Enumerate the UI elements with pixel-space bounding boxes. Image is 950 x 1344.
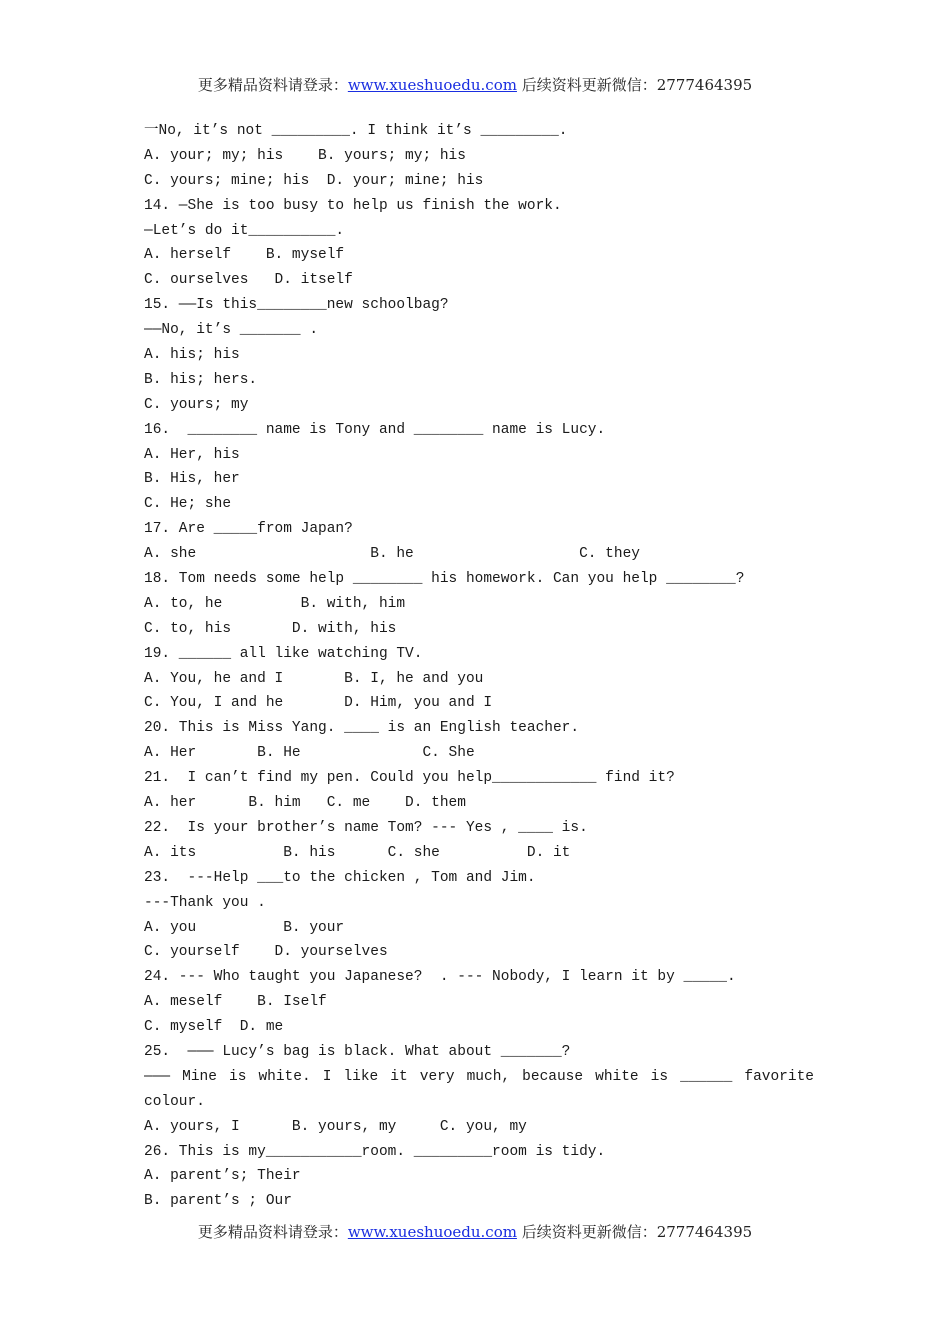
text-line: A. you B. your: [144, 919, 345, 936]
text-line: A. herself B. myself: [144, 247, 345, 264]
banner-link[interactable]: www.xueshuoedu.com: [347, 76, 517, 94]
text-line: A. parent’s; Their: [144, 1168, 301, 1185]
question-24: 24. --- Who taught you Japanese? . --- Nobody, I learn it by _____.: [144, 969, 736, 986]
footer-banner: [0, 1221, 950, 1242]
question-18: 18. Tom needs some help ________ his homework. Can you help ________?: [144, 571, 745, 588]
question-15: 15. ——Is this________new schoolbag?: [144, 297, 449, 314]
text-line: A. to, he B. with, him: [144, 595, 406, 612]
text-line: A. her B. him C. me D. them: [144, 795, 466, 812]
exercise-body: [144, 119, 814, 1214]
question-21: 21. I can’t find my pen. Could you help____________ find it?: [144, 770, 675, 787]
question-16: 16. ________ name is Tony and ________ name is Lucy.: [144, 421, 606, 438]
text-line: A. your; my; his B. yours; my; his: [144, 147, 466, 164]
text-line: A. Her B. He C. She: [144, 745, 475, 762]
text-line: ---Thank you .: [144, 894, 266, 911]
banner-suffix: 后续资料更新微信：2777464395: [516, 1223, 753, 1241]
text-line: ——No, it’s _______ .: [144, 322, 319, 339]
text-line: —Let’s do it__________.: [144, 222, 345, 239]
banner-prefix: 更多精品资料请登录：: [197, 76, 348, 94]
question-25: 25. ——— Lucy’s bag is black. What about _______?: [144, 1043, 571, 1060]
text-line: C. He; she: [144, 496, 232, 513]
text-line: A. yours, I B. yours, my C. you, my: [144, 1118, 527, 1135]
text-line: ——— Mine is white. I like it very much, because white is ______ favorite: [144, 1068, 814, 1085]
question-26: 26. This is my___________room. _________room is tidy.: [144, 1143, 606, 1160]
text-line: A. his; his: [144, 347, 240, 364]
banner-prefix: 更多精品资料请登录：: [197, 1223, 348, 1241]
text-line: A. meself B. Iself: [144, 994, 327, 1011]
text-line: A. its B. his C. she D. it: [144, 844, 571, 861]
question-14: 14. —She is too busy to help us finish the work.: [144, 197, 562, 214]
text-line: B. His, her: [144, 471, 240, 488]
banner-link[interactable]: www.xueshuoedu.com: [347, 1223, 517, 1241]
banner-suffix: 后续资料更新微信：2777464395: [516, 76, 753, 94]
question-19: 19. ______ all like watching TV.: [144, 645, 423, 662]
text-line: A. Her, his: [144, 446, 240, 463]
question-23: 23. ---Help ___to the chicken , Tom and Jim.: [144, 869, 536, 886]
text-line: C. ourselves D. itself: [144, 272, 353, 289]
text-line: A. she B. he C. they: [144, 546, 640, 563]
text-line: C. to, his D. with, his: [144, 620, 397, 637]
question-17: 17. Are _____from Japan?: [144, 521, 353, 538]
text-line: colour.: [144, 1093, 205, 1110]
text-line: C. yours; my: [144, 396, 249, 413]
text-line: B. parent’s ; Our: [144, 1193, 292, 1210]
text-line: 一No, it’s not _________. I think it’s _________.: [144, 123, 568, 139]
header-banner: [0, 74, 950, 95]
text-line: A. You, he and I B. I, he and you: [144, 670, 484, 687]
text-line: C. yours; mine; his D. your; mine; his: [144, 172, 484, 189]
text-line: C. You, I and he D. Him, you and I: [144, 695, 493, 712]
question-22: 22. Is your brother’s name Tom? --- Yes , ____ is.: [144, 819, 588, 836]
question-20: 20. This is Miss Yang. ____ is an English teacher.: [144, 720, 580, 737]
text-line: C. yourself D. yourselves: [144, 944, 388, 961]
text-line: B. his; hers.: [144, 371, 258, 388]
text-line: C. myself D. me: [144, 1019, 284, 1036]
